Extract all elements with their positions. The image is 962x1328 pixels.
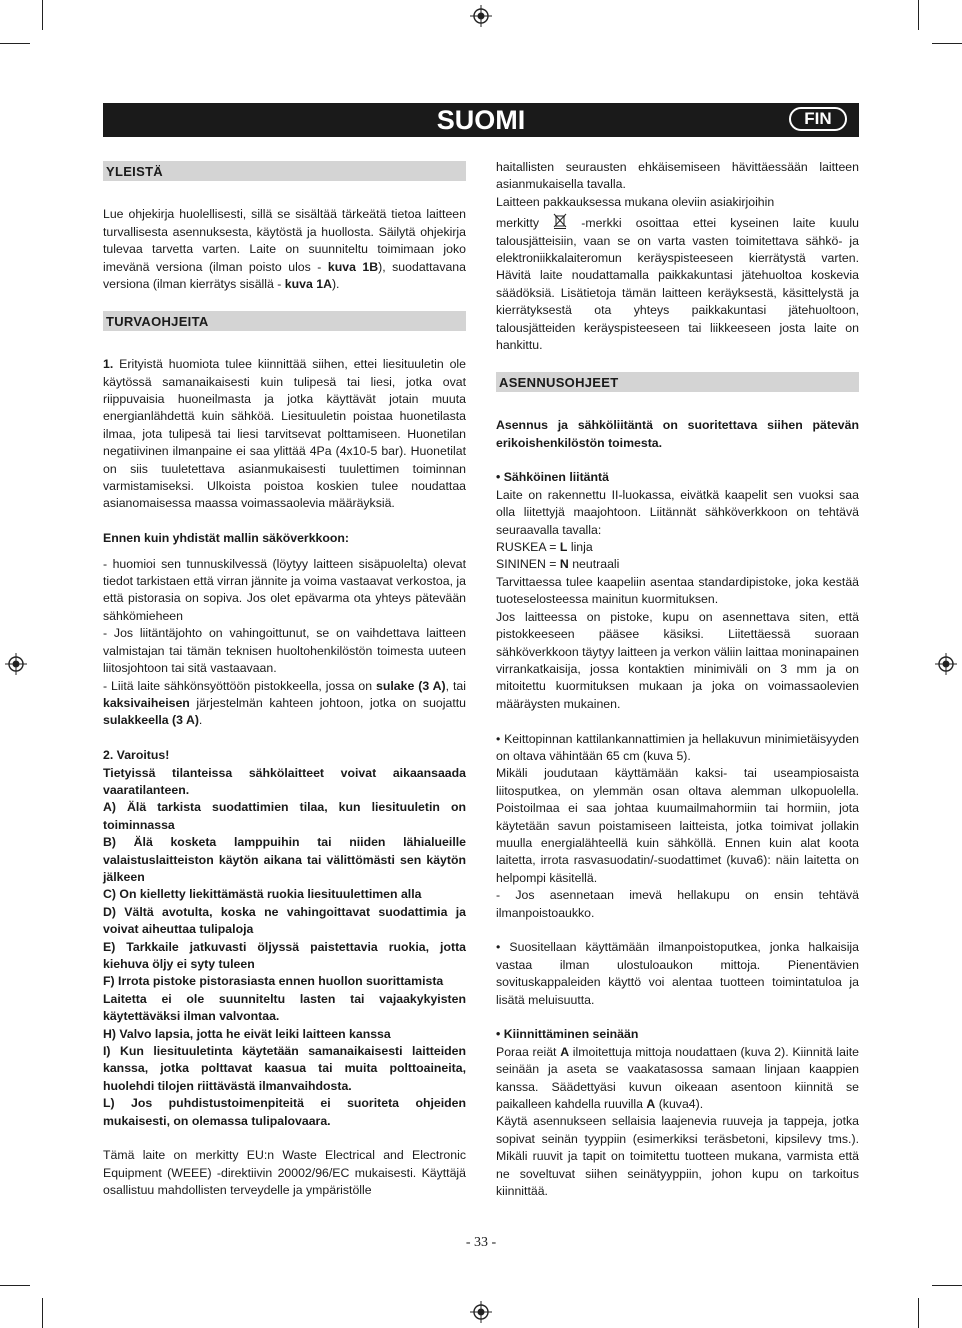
language-banner xyxy=(103,103,859,137)
hood-distance-paragraph: • Keittopinnan kattilankannattimien ja hellakuvun minimietäisyyden on oltava vähintään 65 cm (kuva 5). xyxy=(496,731,859,763)
text: . xyxy=(198,713,203,728)
electrical-paragraph: Tarvittaessa tulee kaapeliin asentaa standardipistoke, joka kestää tuoteselosteessa mainitun kuormituksen. xyxy=(496,574,859,607)
warning-item: A) Älä tarkista suodattimien tilaa, kun liesituuletin on toiminnassa xyxy=(103,800,466,832)
text: Erityistä huomiota tulee kiinnittää siihen, ettei liesituuletin ole käytössä samanaikaisesti kuin tulipesä tai liesi, jotka ovat riippuvaisia huoneilmasta ja jotka käyttävät jotain muuta energianlähdettä kuin sähköä. Liesituuletin poistaa huonetilasta ilmaa, jota tulipesä tai liesi tarvitsevat polttamiseen. Huonetilan negatiivinen ilmanpaine ei saa ylittää 4Pa (4x10-5 bar). Huonetilat on siis tuuletettava asianmukaisesti tuulettimen toiminnan varmistamiseksi. Ulkoista poistoa koskien tulee noudattaa asianomaisessa maassa voimassaolevia määräyksiä. xyxy=(103,357,466,511)
warning-item: Tietyissä tilanteissa sähkölaitteet voivat aikaansaada vaaratilanteen. xyxy=(103,765,466,797)
warning-item: E) Tarkkaile jatkuvasti öljyssä paistettavia ruokia, jotta kiehuva öljy ei syty tuleen xyxy=(103,939,466,971)
wire-brown xyxy=(496,539,859,556)
text: järjestelmän kahteen johtoon, jotka on suojattu xyxy=(189,695,466,710)
registration-mark-icon xyxy=(5,653,27,675)
list-item: - huomioi sen tunnuskilvessä (löytyy laitteen sisäpuolelta) olevat tiedot tarkistaen että virran jännite ja voima vastaavat verkostoa, ja että pistorasia on sopiva. Jos olet epävarma ota yhteys pätevään sähkömieheen xyxy=(103,556,466,623)
electrical-paragraph: Laite on rakennettu II-luokassa, eivätkä kaapelit sen vuoksi saa olla liitettyjä maajohtoon. Liitännät sähköverkkoon on tehtävä seuraavalla tavalla: xyxy=(496,487,859,537)
crop-mark xyxy=(0,1285,30,1286)
text: -merkki osoittaa ettei kyseinen laite kuulu talousjätteisiin, vaan se on varta vasten toimitettava sähkö- ja elektroniikkalaiteromun keräyspisteeseen kierrätystä varten. Hävitä laite noudattamalla paikkakuntasi jätehuoltoa koskevia säädöksiä. Lisätietoja tämän laitteen keräyksestä, käsittelystä ja kierrätyksestä ota yhteys paikkakuntasi jätehuoltoon, talousjätteiden keräyspisteeseen tai liikkeeseen josta laite on hankittu. xyxy=(496,216,859,353)
warning-item: I) Kun liesituuletinta käytetään samanaikaisesti laitteiden kanssa, jotka polttavat kaasua tai muita polttoaineita, huolehdi tilojen riittävästä ilmanvaihdosta. xyxy=(103,1044,466,1093)
text: ilmoitettuja mittoja noudattaen (kuva 2). Kiinnitä laite seinään ja aseta se vaakatasossa samaan linjaan kaappien kanssa. Säädettyäsi kuvun oikeaan asentoon kiinnitä se paikalleen kahdella ruuvilla xyxy=(496,1044,859,1112)
text: Poraa reiät xyxy=(496,1044,561,1059)
text-bold: kaksivaiheisen xyxy=(103,695,190,710)
text-bold: A xyxy=(646,1097,656,1112)
warning-item: F) Irrota pistoke pistorasiasta ennen huollon suorittamista xyxy=(103,974,444,989)
text: linja xyxy=(567,540,593,555)
weee-crossed-bin-icon xyxy=(553,213,567,229)
warning-item: D) Vältä avotulta, koska ne vahingoittavat suodattimia ja voivat aiheuttaa tulipaloja xyxy=(103,904,466,937)
crop-mark xyxy=(918,0,919,30)
hood-paragraph: Mikäli joudutaan käyttämään kaksi- tai useampiosaista liitosputkea, on ylemmän osan oltava alemman ulkopuolella. Poistoilmaa ei saa johtaa kuumailmahormiin tai hormiin, jota käytetään savun poistamiseen laitteista, jotka toimivat jollakin muulla energialähteellä kuin sähköllä. Ennen kuin alat koota laitetta, irrota rasvasuodatin/-suodattimet (kuva6): näin laitetta on helpompi käsitellä. xyxy=(496,766,859,885)
electrical-paragraph: Jos laitteessa on pistoke, kupu on asennettava siten, että pistokkeeseen pääsee käsiksi. Liitettäessä suoraan sähköverkkoon täytyy laitteen ja verkon väliin laittaa moninapainen virrankatkaisija, jossa kontaktien minimiväli on 3 mm ja on mitoitettu kuormituksen mukaan ja joka on voimassaolevien määräysten mukainen. xyxy=(496,609,859,711)
figure-ref: kuva 1B xyxy=(327,259,379,274)
subheading-wall-mounting: • Kiinnittäminen seinään xyxy=(496,1027,639,1042)
text: - Liitä laite sähkönsyöttöön pistokkeella, jossa on xyxy=(103,678,377,693)
crop-mark xyxy=(932,1285,962,1286)
registration-mark-icon xyxy=(935,653,957,675)
section-heading-installation: ASENNUSOHJEET xyxy=(496,372,859,392)
text: merkitty xyxy=(496,216,554,231)
subheading-electrical: • Sähköinen liitäntä xyxy=(496,470,609,485)
weee-paragraph xyxy=(496,213,859,354)
crop-mark xyxy=(932,43,962,44)
list-item xyxy=(103,678,466,730)
text-bold: sulakkeella (3 A) xyxy=(103,713,199,728)
text: (kuva4). xyxy=(655,1097,704,1112)
wire-blue xyxy=(496,556,859,573)
text: Lue ohjekirja huolellisesti, sillä se sisältää tärkeätä tietoa laitteen turvallisesta asennuksesta, käytöstä ja huollosta. Säilytä ohjekirja tulevaa tarvetta varten. Laite on suunniteltu toimimaan joko imevänä versiona (ilman poisto ulos - xyxy=(103,207,466,274)
safety-paragraph-1 xyxy=(103,356,466,513)
section-heading-safety: TURVAOHJEITA xyxy=(103,311,466,331)
weee-paragraph: Tämä laite on merkitty EU:n Waste Electrical and Electronic Equipment (WEEE) -direktiivin 20002/96/EC mukaisesti. Käyttäjä osallistuu mahdollisten terveydelle ja ympäristölle xyxy=(103,1148,466,1198)
crop-mark xyxy=(42,0,43,30)
figure-ref: kuva 1A xyxy=(284,277,332,292)
general-paragraph xyxy=(103,206,466,293)
warning-item: H) Valvo lapsia, jotta he eivät leiki laitteen kanssa xyxy=(103,1026,391,1041)
page-title: SUOMI xyxy=(436,105,526,135)
crop-mark xyxy=(0,43,30,44)
weee-paragraph: Laitteen pakkauksessa mukana oleviin asiakirjoihin xyxy=(496,194,775,209)
weee-paragraph-continued: haitallisten seurausten ehkäisemiseen hävittäessään laitteen asianmukaisella tavalla. xyxy=(496,160,859,192)
warning-item: B) Älä kosketa lamppuihin tai niiden lähialueille valaistuslaitteiston käytön aikana tai välittömästi sen käytön jälkeen xyxy=(103,835,466,884)
crop-mark xyxy=(918,1298,919,1328)
wall-paragraph xyxy=(496,1044,859,1114)
warning-title: 2. Varoitus! xyxy=(103,748,170,763)
installation-intro: Asennus ja sähköliitäntä on suoritettava siihen pätevän erikoishenkilöstön toimesta. xyxy=(496,418,859,450)
text-bold: A xyxy=(560,1044,570,1059)
duct-paragraph: • Suositellaan käyttämään ilmanpoistoputkea, jonka halkaisija vastaa ilman ulostuloaukon mittoja. Pienentävien sovituskappaleiden käyttö voi alentaa tuotteen toimintatuloa ja lisätä meluisuutta. xyxy=(496,940,859,1007)
warning-item: Laitetta ei ole suunniteltu lasten tai vajaakykyisten käytettäväksi ilman valvontaa. xyxy=(103,991,466,1024)
text-bold: N xyxy=(559,557,569,572)
left-column xyxy=(103,161,466,1200)
text: , tai xyxy=(445,678,466,693)
warning-item: L) Jos puhdistustoimenpiteitä ei suoriteta ohjeiden mukaisesti, on olemassa tulipalovaara. xyxy=(103,1096,466,1128)
section-heading-general: YLEISTÄ xyxy=(103,161,466,181)
crop-mark xyxy=(42,1298,43,1328)
right-column xyxy=(496,159,859,1200)
text: ). xyxy=(331,277,340,292)
text: ), suodattavana versiona (ilman kierrätys sisällä - xyxy=(103,259,466,292)
text-bold: sulake (3 A) xyxy=(376,678,446,693)
language-badge: FIN xyxy=(789,107,847,131)
text: RUSKEA = xyxy=(496,540,560,555)
text: neutraali xyxy=(568,557,620,572)
hood-paragraph: - Jos asennetaan imevä hellakupu on ensin tehtävä ilmanpoistoaukko. xyxy=(496,888,859,920)
list-item: - Jos liitäntäjohto on vahingoittunut, se on vaihdettava laitteen valmistajan tai tämän teknisen huoltohenkilöstön toimesta uuteen liitosjohtoon tai sitä vastaavaan. xyxy=(103,626,466,676)
text: SININEN = xyxy=(496,557,560,572)
registration-mark-icon xyxy=(470,5,492,27)
wall-paragraph: Käytä asennukseen sellaisia laajenevia ruuveja ja tappeja, jotka sopivat seinän tyyppiin (esimerkiksi teräsbetoni, kipsilevy tms.). Mikäli ruuvit ja tapit on toimitettu tuotteen mukana, varmista että ne soveltuvat siihen seinätyyppiin, johon kupu on tarkoitus kiinnittää. xyxy=(496,1114,859,1199)
item-number: 1. xyxy=(103,357,114,372)
page-number: - 33 - xyxy=(465,1235,497,1250)
warning-item: C) On kielletty liekittämästä ruokia liesituulettimen alla xyxy=(103,887,422,902)
subheading-before-connecting: Ennen kuin yhdistät mallin säköverkkoon: xyxy=(103,531,349,546)
text-bold: L xyxy=(559,540,568,555)
registration-mark-icon xyxy=(470,1301,492,1323)
